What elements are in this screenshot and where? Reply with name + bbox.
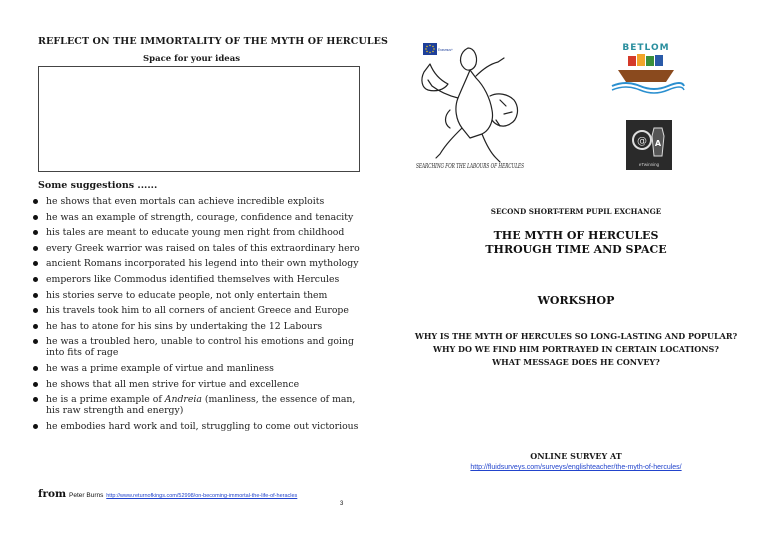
list-item: he was a troubled hero, unable to control his emotions and going into fits of rage	[30, 336, 360, 358]
andreia-prefix: he is a prime example of	[46, 394, 165, 406]
suggestions-heading: Some suggestions ......	[38, 180, 158, 191]
andreia-term: Andreia	[164, 394, 202, 406]
workshop-heading: WORKSHOP	[537, 294, 615, 307]
list-item: his stories serve to educate people, not only entertain them	[30, 290, 360, 301]
eu-logo-text: Erasmus+	[438, 48, 453, 52]
source-credit	[38, 488, 297, 500]
from-label: from	[38, 488, 67, 500]
list-item: his travels took him to all corners of ancient Greece and Europe	[30, 305, 360, 316]
page-number: 3	[340, 501, 344, 507]
list-item: he has to atone for his sins by undertaking the 12 Labours	[30, 321, 360, 332]
list-item: every Greek warrior was raised on tales of this extraordinary hero	[30, 243, 360, 254]
question-3: WHAT MESSAGE DOES HE CONVEY?	[492, 357, 660, 367]
list-item: he was a prime example of virtue and manliness	[30, 363, 360, 374]
hercules-logo	[410, 40, 530, 185]
list-item: ancient Romans incorporated his legend into their own mythology	[30, 258, 360, 269]
betlom-logo-text: BETLOM	[622, 43, 670, 53]
main-title	[440, 229, 712, 257]
space-for-ideas-label: Space for your ideas	[143, 54, 240, 64]
ideas-text-box[interactable]	[38, 66, 360, 172]
question-2: WHY DO WE FIND HIM PORTRAYED IN CERTAIN LOCATIONS?	[433, 344, 719, 354]
list-item: he shows that even mortals can achieve incredible exploits	[30, 196, 360, 207]
list-item: he shows that all men strive for virtue and excellence	[30, 379, 360, 390]
main-title-line-2: THROUGH TIME AND SPACE	[485, 243, 667, 256]
list-item: he was an example of strength, courage, confidence and tenacity	[30, 212, 360, 223]
svg-text:A: A	[654, 139, 662, 148]
survey-label: ONLINE SURVEY AT	[530, 451, 622, 461]
survey-link[interactable]: http://fluidsurveys.com/surveys/englishteacher/the-myth-of-hercules/	[470, 464, 682, 471]
list-item: emperors like Commodus identified themselves with Hercules	[30, 274, 360, 285]
svg-text:@: @	[637, 136, 647, 147]
reflect-title: REFLECT ON THE IMMORTALITY OF THE MYTH OF HERCULES	[38, 36, 388, 47]
list-item: his tales are meant to educate young men right from childhood	[30, 227, 360, 238]
andreia-suffix: (manliness, the essence of man, his raw strength and energy)	[46, 394, 356, 417]
workshop-questions	[400, 330, 752, 369]
list-item: he embodies hard work and toil, struggling to come out victorious	[30, 421, 360, 432]
exchange-title: SECOND SHORT-TERM PUPIL EXCHANGE	[490, 207, 662, 216]
list-item	[30, 394, 360, 416]
etwinning-logo-text: eTwinning	[638, 162, 660, 167]
question-1: WHY IS THE MYTH OF HERCULES SO LONG-LASTING AND POPULAR?	[414, 331, 738, 341]
etwinning-logo	[626, 120, 672, 170]
main-title-line-1: THE MYTH OF HERCULES	[493, 229, 659, 242]
betlom-logo	[606, 40, 686, 92]
source-link[interactable]: http://www.returnofkings.com/52998/on-becoming-immortal-the-life-of-heracles	[106, 493, 298, 499]
project-logo-text: SEARCHING FOR THE LABOURS OF HERCULES	[416, 163, 524, 170]
suggestions-list	[30, 196, 360, 436]
author-name: Peter Burns	[69, 492, 104, 499]
